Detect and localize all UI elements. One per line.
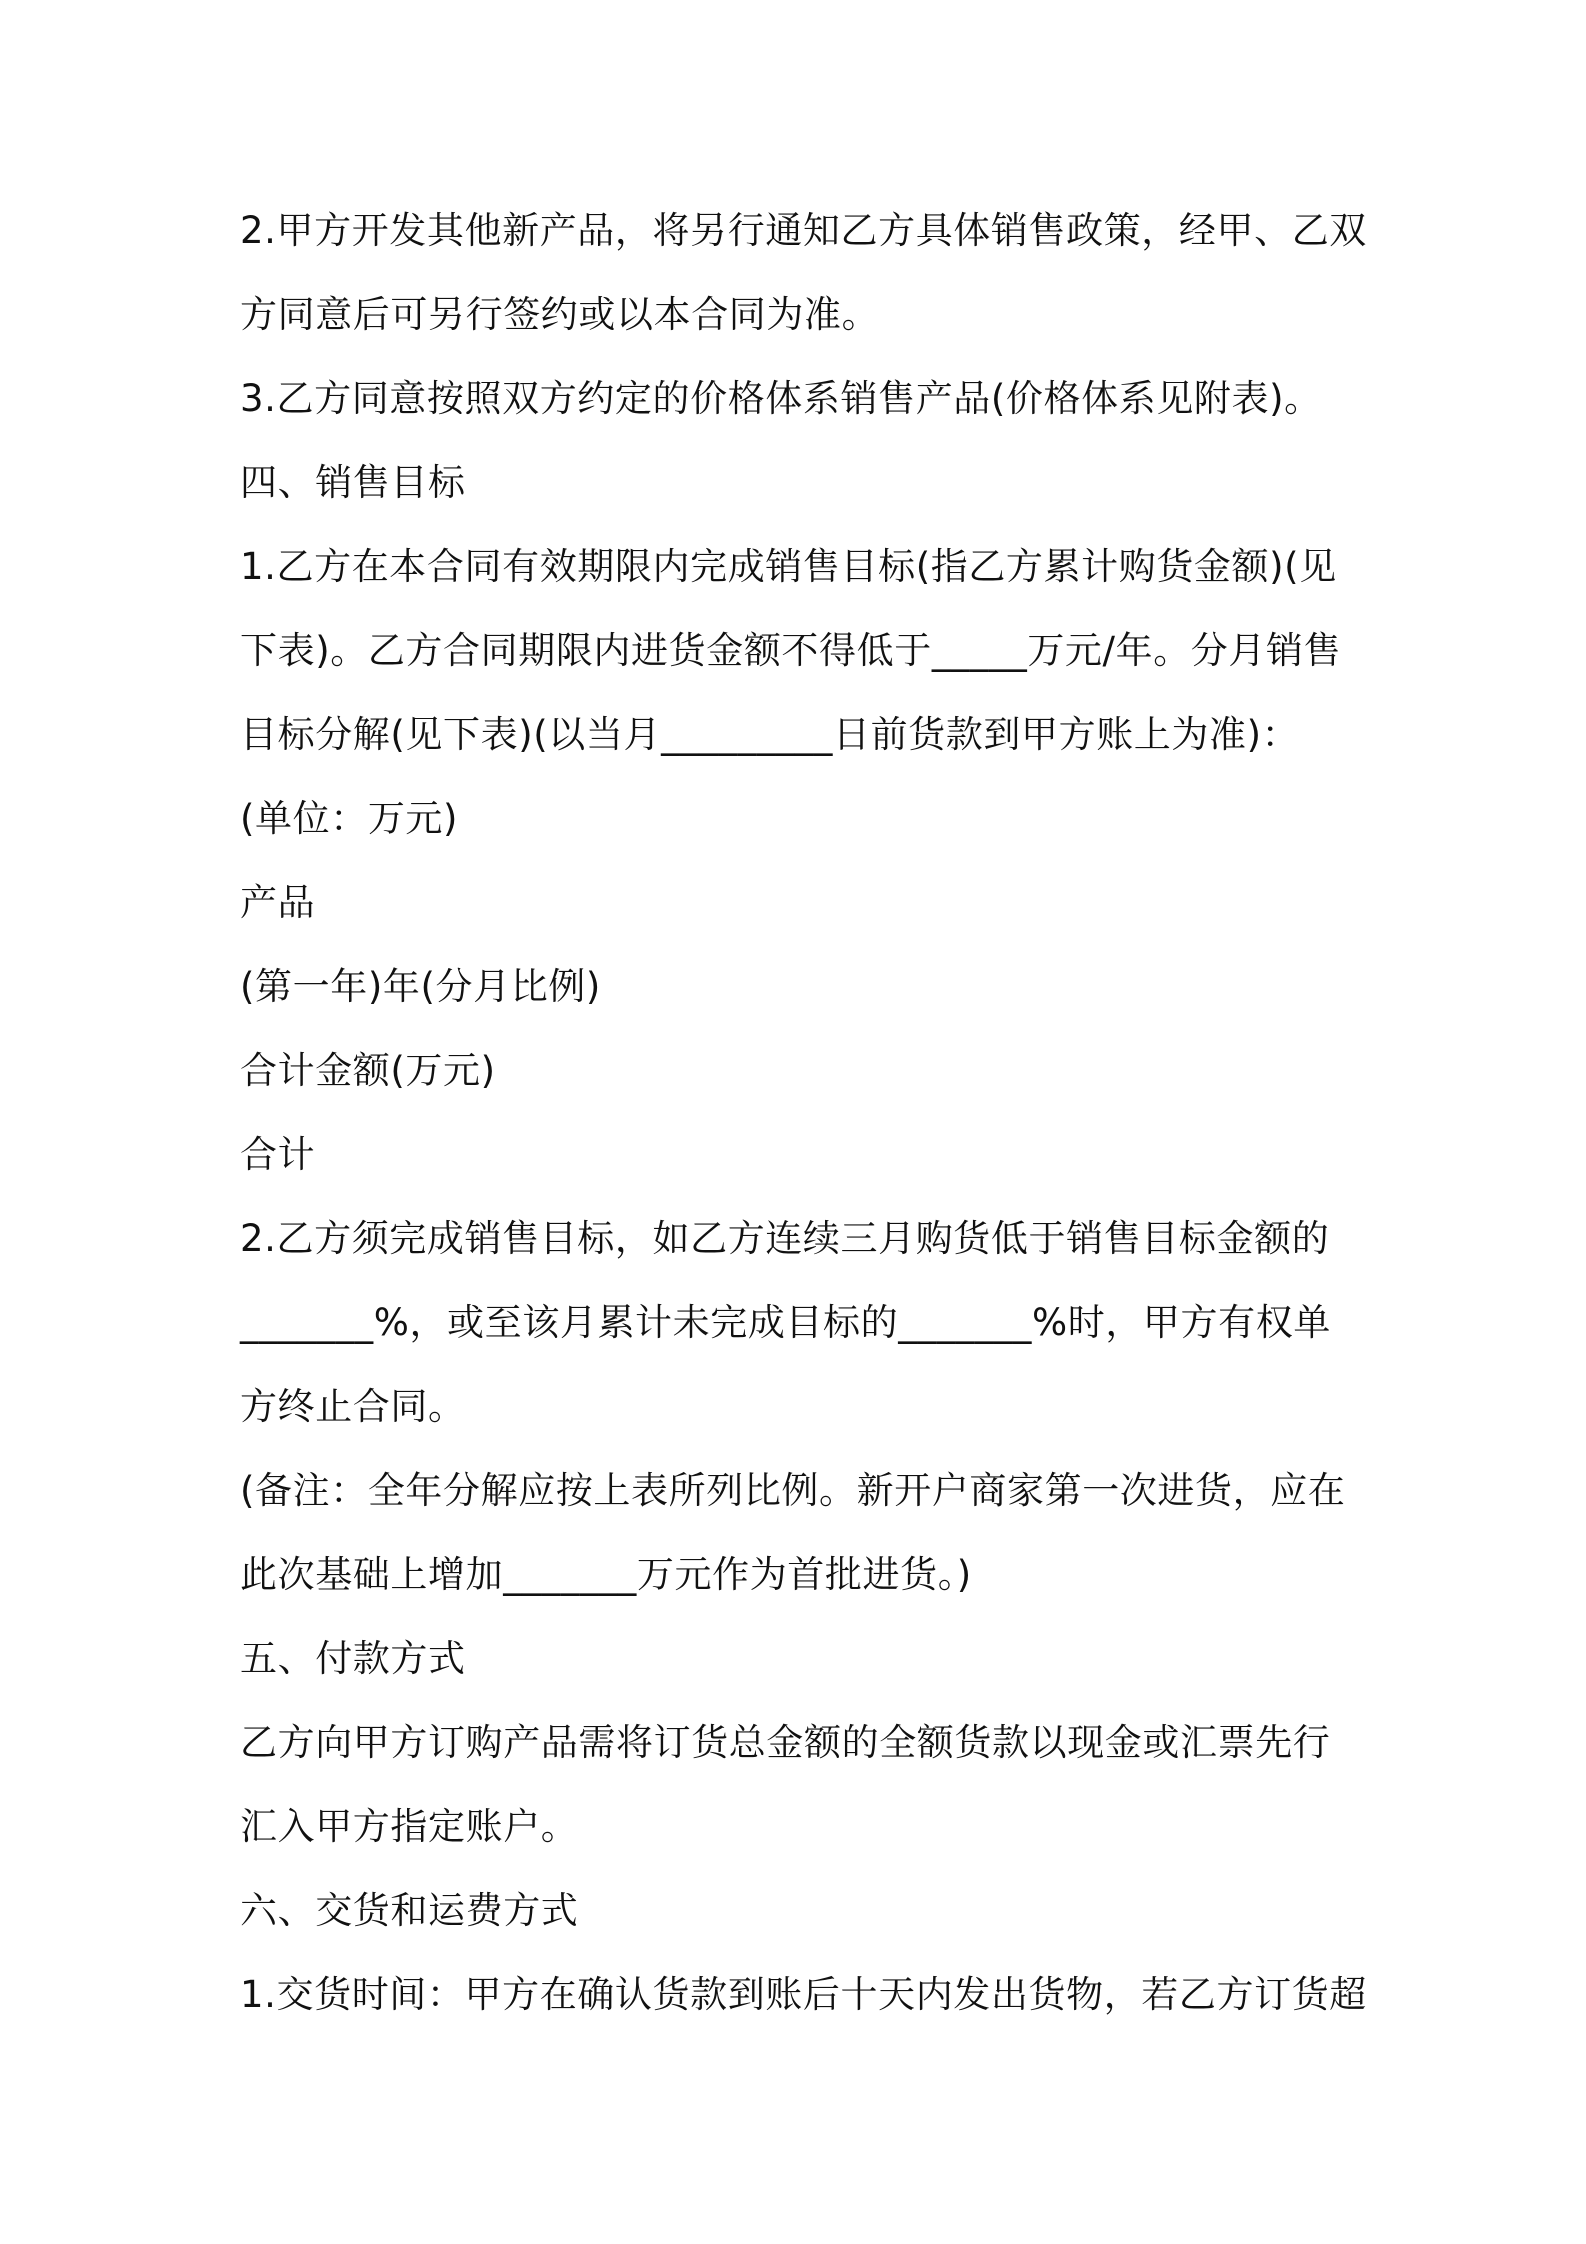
section-heading-payment: 五、付款方式 — [240, 1637, 466, 1680]
delivery-clause-1: 1.交货时间：甲方在确认货款到账后十天内发出货物，若乙方订货超 — [240, 1973, 1367, 2016]
sales-target-clause-2: 2.乙方须完成销售目标，如乙方连续三月购货低于销售目标金额的 — [240, 1217, 1330, 1260]
clause-2-new-products: 2.甲方开发其他新产品，将另行通知乙方具体销售政策，经甲、乙双 — [240, 209, 1367, 252]
table-label-total: 合计 — [240, 1133, 316, 1176]
table-label-product: 产品 — [240, 881, 316, 924]
sales-target-clause-1-monthly: 目标分解(见下表)(以当月_________日前货款到甲方账上为准)： — [240, 713, 1300, 756]
sales-target-clause-1: 1.乙方在本合同有效期限内完成销售目标(指乙方累计购货金额)(见 — [240, 545, 1337, 588]
payment-clause: 乙方向甲方订购产品需将订货总金额的全额货款以现金或汇票先行 — [240, 1721, 1331, 1764]
unit-note: (单位：万元) — [240, 797, 459, 840]
remark-note: (备注：全年分解应按上表所列比例。新开户商家第一次进货，应在 — [240, 1469, 1346, 1512]
table-label-total-amount: 合计金额(万元) — [240, 1049, 496, 1092]
remark-note-continued: 此次基础上增加_______万元作为首批进货。) — [240, 1553, 972, 1596]
clause-3-price-system: 3.乙方同意按照双方约定的价格体系销售产品(价格体系见附表)。 — [240, 377, 1322, 420]
section-heading-delivery: 六、交货和运费方式 — [240, 1889, 579, 1932]
sales-target-clause-2-continued: _______%，或至该月累计未完成目标的_______%时，甲方有权单 — [240, 1301, 1331, 1344]
section-heading-sales-target: 四、销售目标 — [240, 461, 466, 504]
clause-2-new-products-continued: 方同意后可另行签约或以本合同为准。 — [240, 293, 880, 336]
sales-target-clause-2-end: 方终止合同。 — [240, 1385, 466, 1428]
payment-clause-continued: 汇入甲方指定账户。 — [240, 1805, 579, 1848]
document-body — [240, 200, 1367, 2048]
sales-target-clause-1-continued: 下表)。乙方合同期限内进货金额不得低于_____万元/年。分月销售 — [240, 629, 1342, 672]
table-label-first-year: (第一年)年(分月比例) — [240, 965, 601, 1008]
